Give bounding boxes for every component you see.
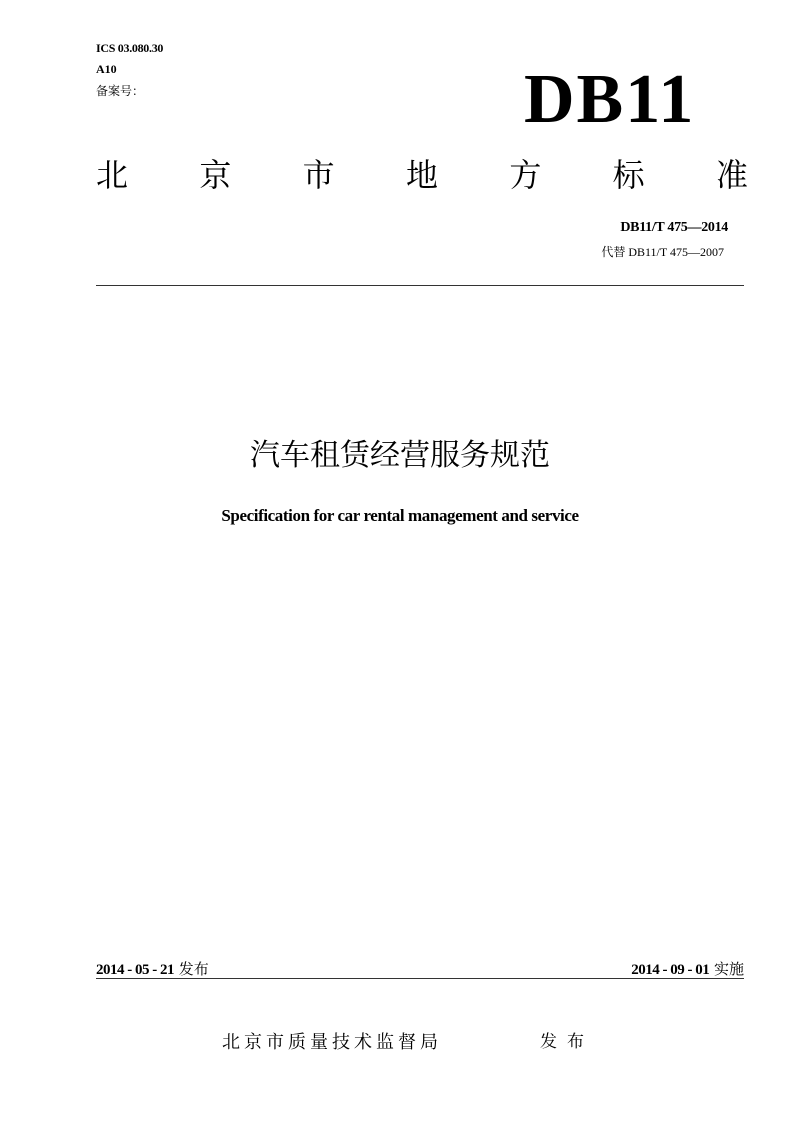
standard-type-char: 北 xyxy=(96,156,129,194)
standard-type-char: 方 xyxy=(509,156,542,194)
classification-code: A10 xyxy=(96,62,117,76)
standard-type-char: 市 xyxy=(302,156,335,194)
footer-divider xyxy=(96,978,744,979)
standard-number: DB11/T 475—2014 xyxy=(620,220,728,235)
ics-code: ICS 03.080.30 xyxy=(96,41,164,55)
standard-type-char: 京 xyxy=(199,156,232,194)
issue-label: 发布 xyxy=(178,960,209,978)
issue-date: 2014 - 05 - 21 xyxy=(96,962,174,978)
issuing-authority: 北京市质量技术监督局 xyxy=(222,1032,442,1053)
implementation-date: 2014 - 09 - 01 xyxy=(631,962,710,978)
standard-type-char: 地 xyxy=(405,156,438,194)
standard-type-heading xyxy=(96,150,748,200)
implementation-label: 实施 xyxy=(713,960,744,978)
issue-date-line xyxy=(96,959,209,980)
document-title-chinese: 汽车租赁经营服务规范 xyxy=(250,438,550,473)
replaces-standard: 代替 DB11/T 475—2007 xyxy=(601,245,724,259)
record-number-label: 备案号： xyxy=(96,84,145,98)
standard-type-char: 标 xyxy=(612,156,645,194)
db-standard-mark: DB11 xyxy=(524,61,696,138)
document-title-english: Specification for car rental management and service xyxy=(221,506,579,525)
standard-type-char: 准 xyxy=(715,156,748,194)
implementation-date-line xyxy=(631,959,744,980)
issuing-action-label: 发布 xyxy=(540,1032,594,1052)
header-divider xyxy=(96,285,744,286)
